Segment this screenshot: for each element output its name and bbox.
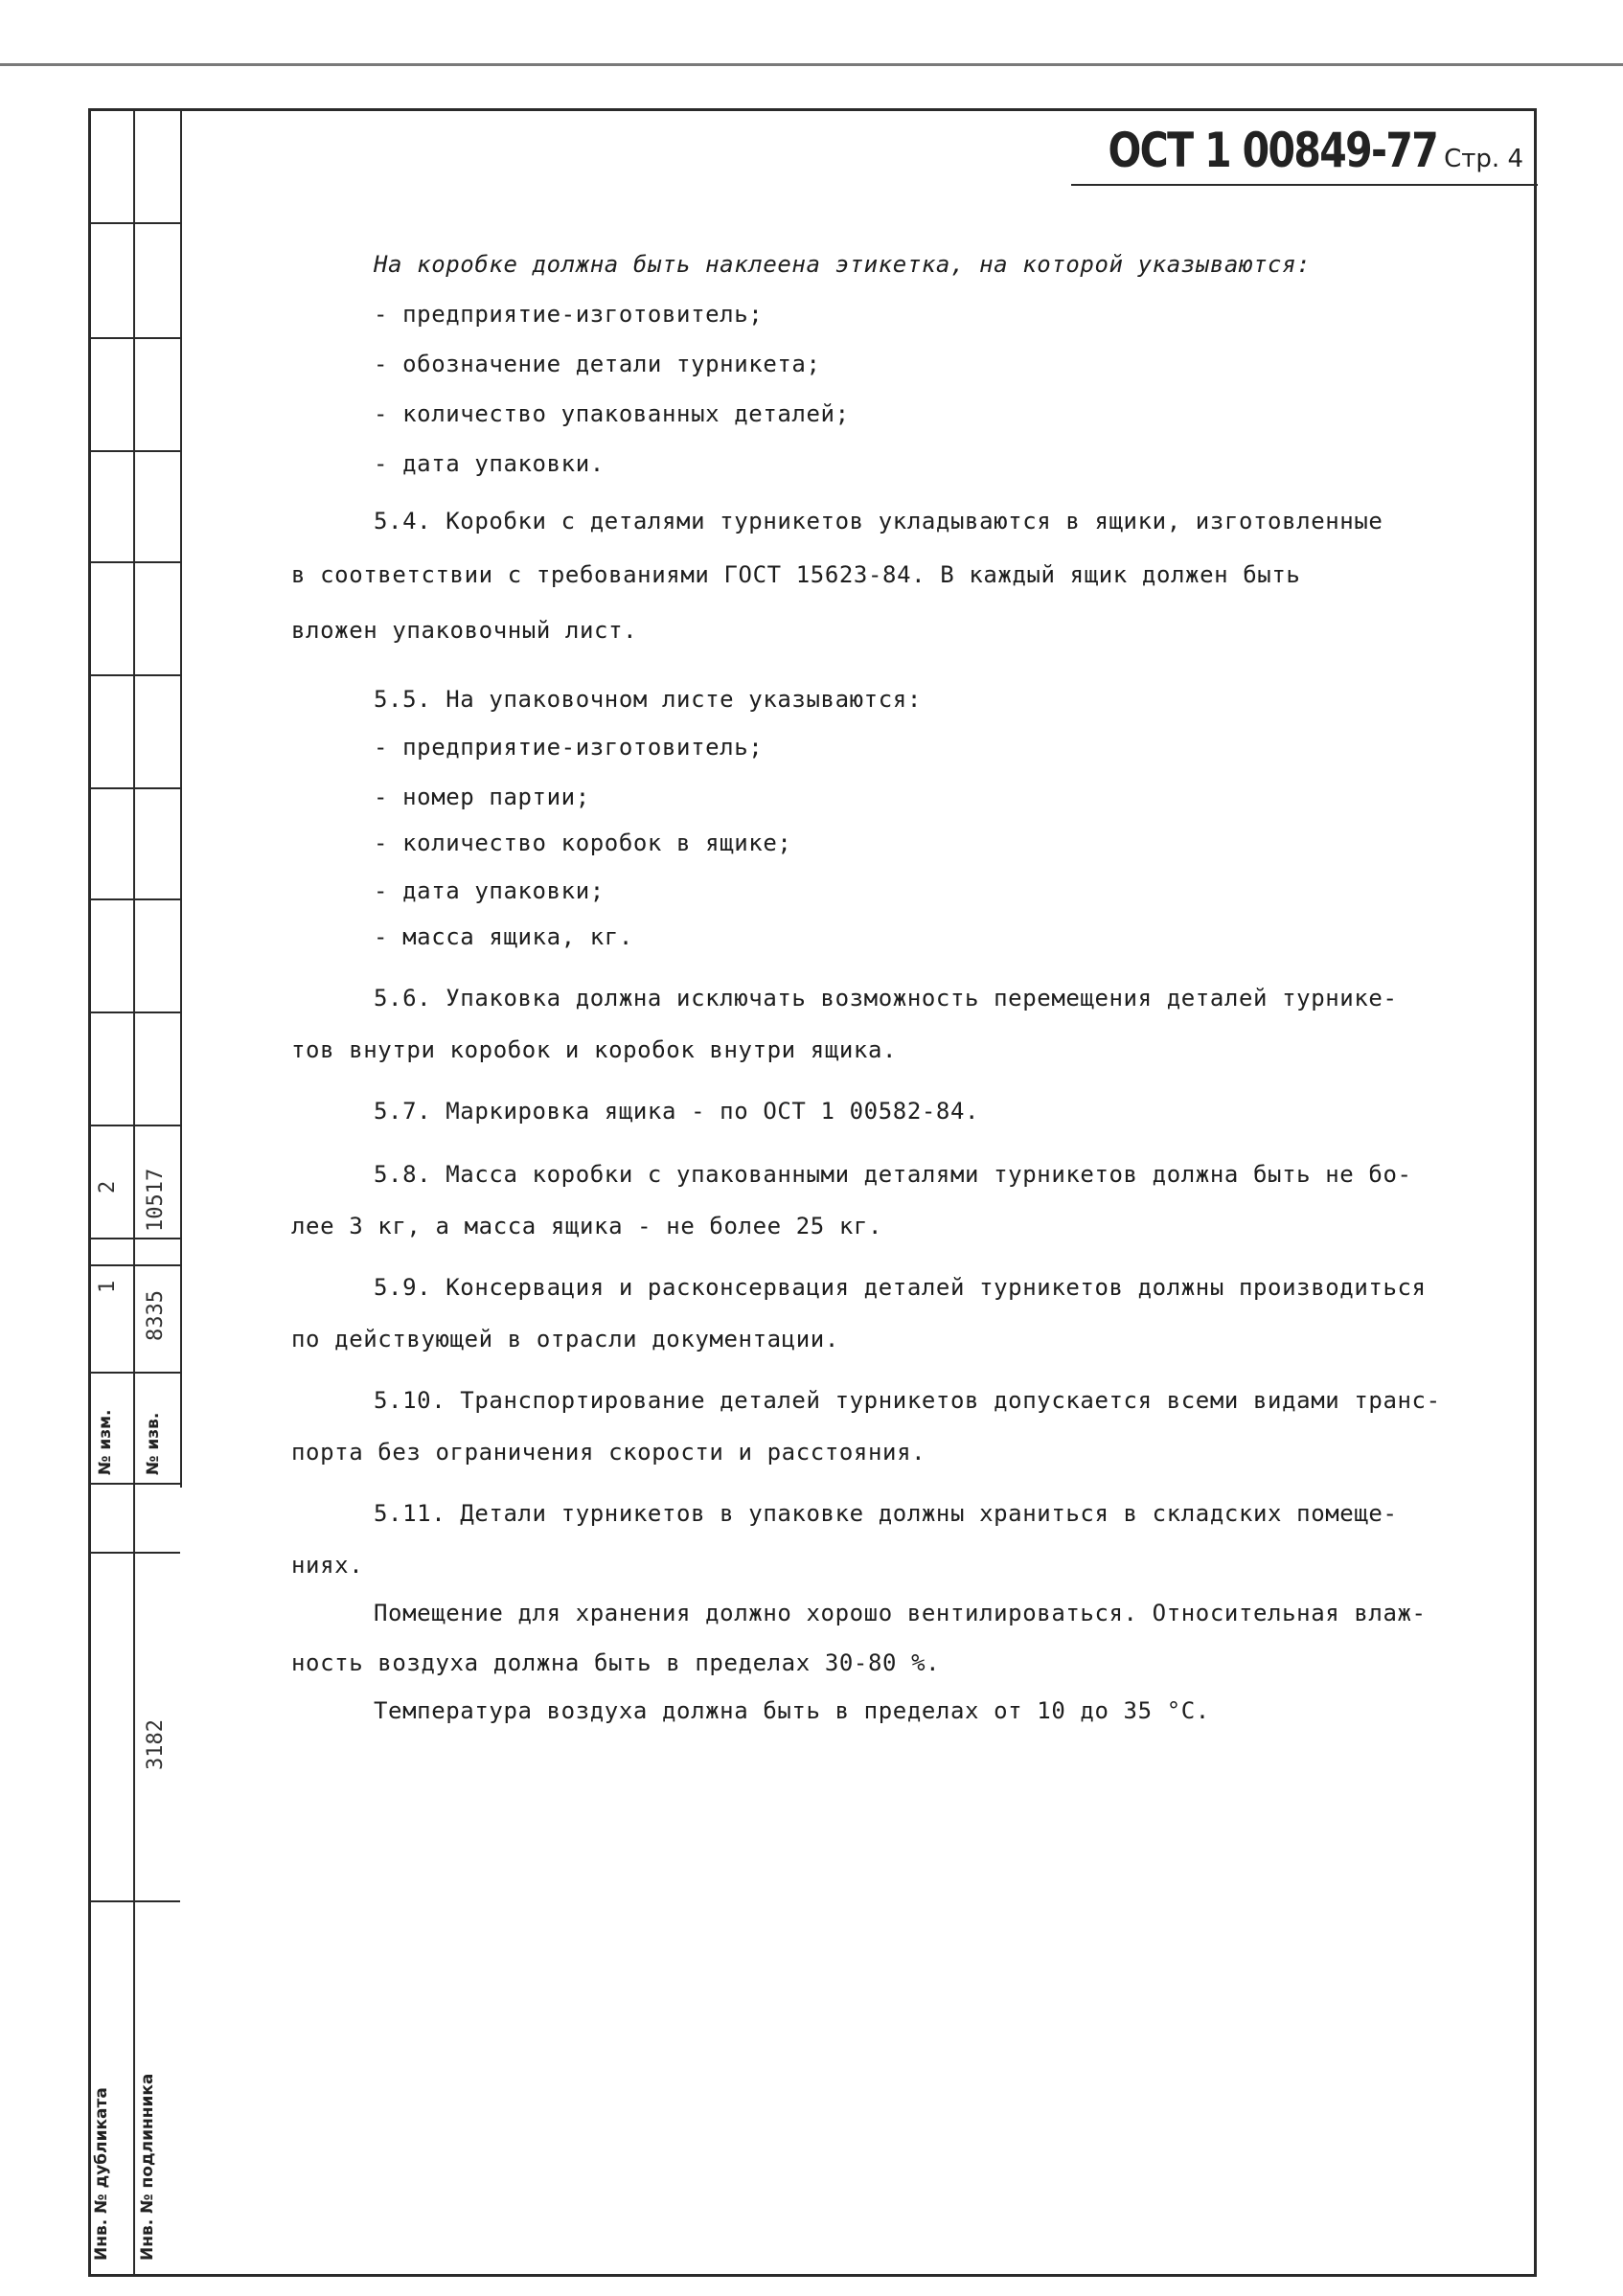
sidebar-row-line [88, 898, 180, 900]
paragraph-5-10: 5.10. Транспортирование деталей турникетов допускается всеми видами транс- [374, 1387, 1441, 1414]
notice-number-2: 10517 [144, 1168, 168, 1232]
sidebar-row-line [88, 1125, 180, 1126]
paragraph-5-4: 5.4. Коробки с деталями турникетов укладываются в ящики, изготовленные [374, 508, 1383, 534]
paragraph-5-6: 5.6. Упаковка должна исключать возможность перемещения деталей турнике- [374, 985, 1398, 1012]
list-item: - предприятие-изготовитель; [374, 734, 764, 761]
sidebar-row-line [88, 1900, 180, 1902]
change-number-2: 2 [96, 1180, 120, 1193]
sidebar-row-line [88, 787, 180, 789]
sidebar-divider-1 [133, 108, 135, 2277]
text-line: лее 3 кг, а масса ящика - не более 25 кг. [291, 1213, 883, 1239]
sidebar-row-line [88, 1264, 180, 1266]
text-line: ность воздуха должна быть в пределах 30-80 %. [291, 1649, 941, 1676]
change-number-label: № изм. [96, 1409, 115, 1475]
page-number: Стр. 4 [1444, 145, 1523, 173]
text-line: На коробке должна быть наклеена этикетка, на которой указываются: [374, 251, 1312, 278]
sidebar-row-line [88, 1552, 180, 1554]
sidebar-row-line [88, 1238, 180, 1239]
list-item: - количество упакованных деталей; [374, 400, 850, 427]
text-line: в соответствии с требованиями ГОСТ 15623-84. В каждый ящик должен быть [291, 561, 1301, 588]
document-header [1036, 123, 1523, 178]
sidebar-row-line [88, 337, 180, 339]
list-item: - предприятие-изготовитель; [374, 301, 764, 328]
inv-original-label: Инв. № подлинника [138, 2073, 157, 2261]
header-rule [1071, 184, 1538, 186]
change-number-1: 1 [96, 1280, 120, 1293]
text-line: порта без ограничения скорости и расстояния. [291, 1439, 926, 1466]
text-line: ниях. [291, 1552, 364, 1579]
list-item: - дата упаковки. [374, 450, 605, 477]
sidebar-row-line [88, 1483, 180, 1485]
paragraph-5-7: 5.7. Маркировка ящика - по ОСТ 1 00582-84. [374, 1098, 980, 1125]
text-line: вложен упаковочный лист. [291, 617, 638, 644]
text-line: тов внутри коробок и коробок внутри ящика. [291, 1036, 898, 1063]
paragraph-5-8: 5.8. Масса коробки с упакованными деталями турникетов должна быть не бо- [374, 1161, 1412, 1188]
sidebar-row-line [88, 222, 180, 224]
scan-top-edge [0, 63, 1623, 66]
sidebar-row-line [88, 674, 180, 676]
notice-number-label: № изв. [144, 1412, 163, 1475]
inv-original-number: 3182 [144, 1719, 168, 1770]
list-item: - номер партии; [374, 784, 590, 810]
paragraph-5-9: 5.9. Консервация и расконсервация деталей турникетов должны производиться [374, 1274, 1427, 1301]
text-line: Помещение для хранения должно хорошо вентилироваться. Относительная влаж- [374, 1600, 1427, 1626]
paragraph-5-5: 5.5. На упаковочном листе указываются: [374, 686, 922, 713]
sidebar-row-line [88, 1372, 180, 1374]
list-item: - обозначение детали турникета; [374, 351, 821, 377]
document-code: ОСТ 1 00849-77 [1108, 123, 1438, 178]
inv-duplicate-label: Инв. № дубликата [92, 2087, 111, 2261]
text-line: по действующей в отрасли документации. [291, 1326, 839, 1353]
notice-number-1: 8335 [144, 1290, 168, 1341]
page-frame [88, 108, 1537, 2277]
list-item: - количество коробок в ящике; [374, 830, 792, 856]
sidebar-row-line [88, 1012, 180, 1013]
list-item: - масса ящика, кг. [374, 923, 633, 950]
paragraph-5-11: 5.11. Детали турникетов в упаковке должны храниться в складских помеще- [374, 1500, 1398, 1527]
list-item: - дата упаковки; [374, 877, 605, 904]
sidebar-row-line [88, 450, 180, 452]
sidebar-divider-2 [180, 108, 182, 1488]
text-line: Температура воздуха должна быть в пределах от 10 до 35 °С. [374, 1697, 1210, 1724]
sidebar-row-line [88, 561, 180, 563]
